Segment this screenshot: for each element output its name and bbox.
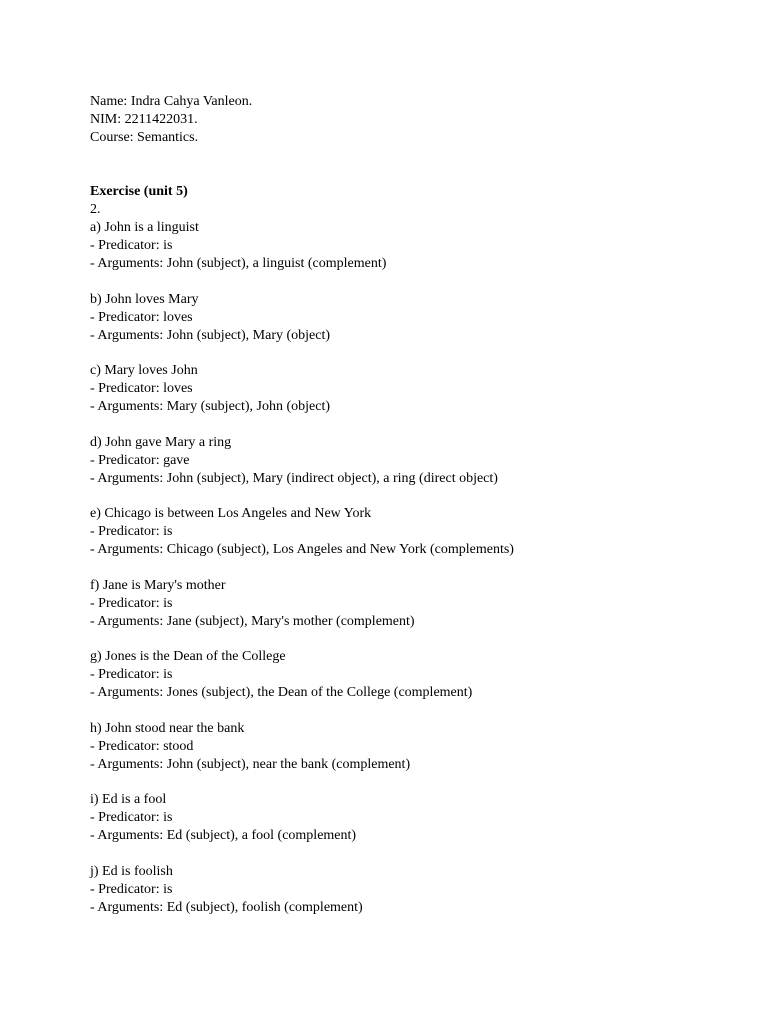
item-arguments: - Arguments: John (subject), Mary (object) [90, 327, 331, 343]
item-sentence: j) Ed is foolish [90, 863, 173, 879]
item-sentence: e) Chicago is between Los Angeles and New York [90, 506, 372, 521]
exercise-item-a [90, 219, 730, 273]
item-predicator: - Predicator: is [90, 238, 173, 253]
exercise-item-i [90, 791, 730, 845]
item-predicator: - Predicator: is [90, 524, 173, 539]
exercise-item-h [90, 720, 730, 774]
item-predicator: - Predicator: is [90, 667, 173, 682]
item-sentence: c) Mary loves John [90, 363, 198, 378]
item-arguments: - Arguments: John (subject), Mary (indirect object), a ring (direct object) [90, 470, 498, 486]
course-name: Course: Semantics. [90, 130, 199, 145]
document-page [90, 93, 730, 917]
item-arguments: - Arguments: John (subject), near the bank (complement) [90, 756, 411, 772]
item-arguments: - Arguments: Mary (subject), John (object) [90, 399, 331, 414]
exercise-item-c [90, 362, 730, 416]
exercise-item-d [90, 434, 730, 488]
item-sentence: h) John stood near the bank [90, 720, 245, 736]
exercise-item-b [90, 291, 730, 345]
item-sentence: b) John loves Mary [90, 291, 199, 307]
exercise-item-e [90, 505, 730, 559]
item-arguments: - Arguments: Ed (subject), a fool (complement) [90, 828, 357, 843]
item-predicator: - Predicator: loves [90, 381, 193, 396]
exercise-title: Exercise (unit 5) [90, 184, 188, 199]
item-arguments: - Arguments: John (subject), a linguist (complement) [90, 256, 387, 271]
exercise-item-f [90, 577, 730, 631]
exercise-number: 2. [90, 202, 101, 217]
item-predicator: - Predicator: is [90, 881, 173, 897]
item-predicator: - Predicator: stood [90, 738, 194, 754]
item-predicator: - Predicator: is [90, 595, 173, 611]
item-sentence: a) John is a linguist [90, 220, 199, 235]
student-nim: NIM: 2211422031. [90, 112, 198, 127]
item-predicator: - Predicator: loves [90, 309, 193, 325]
exercise-item-g [90, 648, 730, 702]
exercise-section [90, 183, 730, 917]
item-sentence: d) John gave Mary a ring [90, 434, 232, 450]
item-arguments: - Arguments: Jane (subject), Mary's mother (complement) [90, 613, 415, 629]
item-predicator: - Predicator: is [90, 810, 173, 825]
exercise-item-j [90, 863, 730, 917]
item-arguments: - Arguments: Jones (subject), the Dean of the College (complement) [90, 685, 473, 700]
student-name: Name: Indra Cahya Vanleon. [90, 94, 253, 109]
student-info [90, 93, 730, 147]
item-arguments: - Arguments: Ed (subject), foolish (complement) [90, 899, 363, 915]
item-sentence: g) Jones is the Dean of the College [90, 649, 286, 664]
item-predicator: - Predicator: gave [90, 452, 190, 468]
item-sentence: i) Ed is a fool [90, 792, 167, 807]
item-sentence: f) Jane is Mary's mother [90, 577, 226, 593]
item-arguments: - Arguments: Chicago (subject), Los Angeles and New York (complements) [90, 542, 514, 557]
